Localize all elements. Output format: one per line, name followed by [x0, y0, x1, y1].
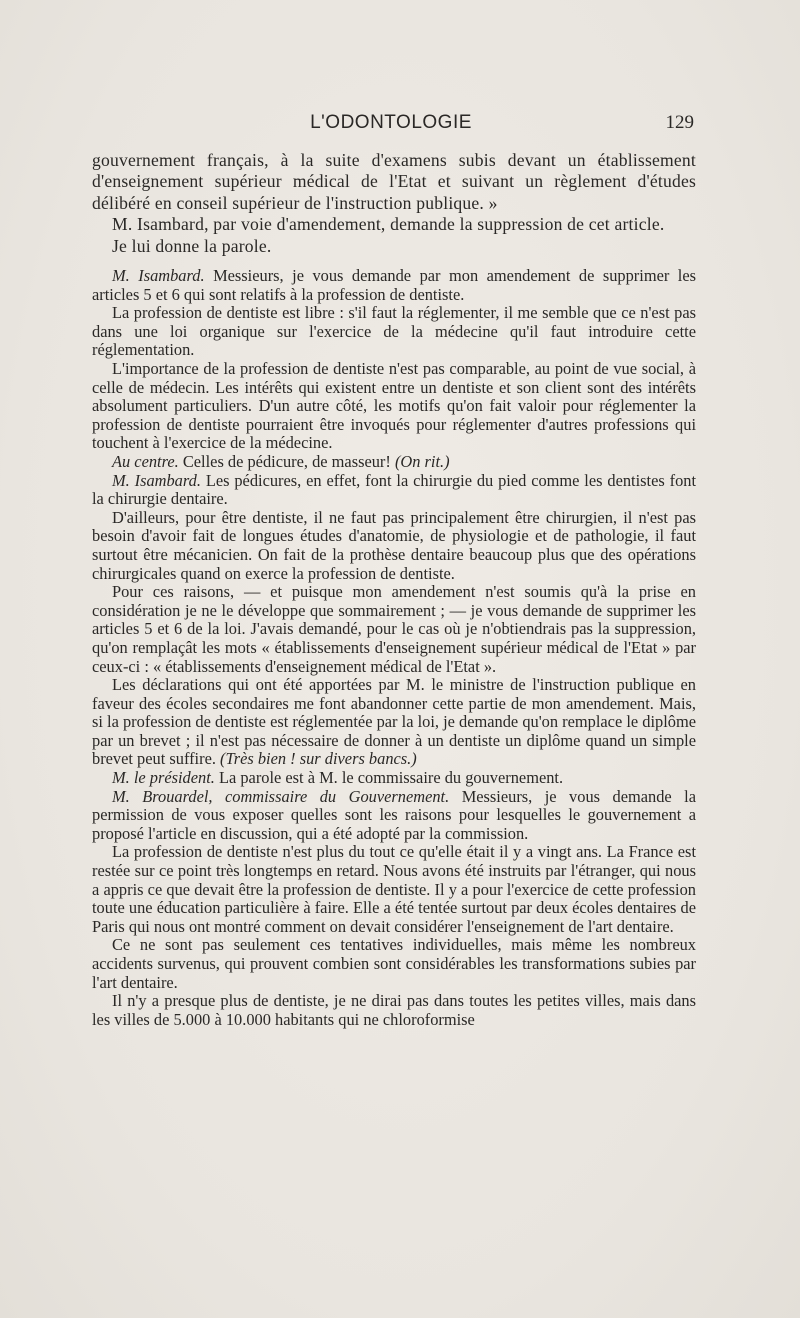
paragraph-15: [92, 936, 696, 992]
paragraph-5: [92, 304, 696, 360]
paragraph-14-text: La profession de dentiste n'est plus du tout ce qu'elle était il y a vingt ans. La France est restée sur ce point très longtemps en retard. Nous avons été instruits par l'étranger, qui nous a appris ce que devait être la profession de dentiste. Il y a pour l'exercice de cette profession toute une éducation particulière à faire. Elle a été tentée surtout par deux écoles dentaires de Paris qui nous ont montré comment on devait considérer l'enseignement de l'art dentaire.: [92, 842, 696, 936]
speaker-label: M. Isambard.: [112, 266, 205, 286]
paragraph-4-text: Messieurs, je vous demande par mon amendement de supprimer les articles 5 et 6 qui sont relatifs à la profession de dentiste.: [92, 266, 697, 304]
paragraph-10: [92, 583, 696, 676]
speaker-label: M. le président.: [112, 768, 215, 788]
paragraph-14: [92, 843, 696, 936]
paragraph-7-text: Celles de pédicure, de masseur!: [178, 451, 395, 471]
stage-direction: (On rit.): [394, 451, 450, 471]
paragraph-8-text: Les pédicures, en effet, font la chirurgie du pied comme les dentistes font la chirurgie dentaire.: [92, 470, 697, 509]
speaker-label: M. Brouardel, commissaire du Gouvernement.: [112, 786, 450, 806]
paragraph-15-text: Ce ne sont pas seulement ces tentatives individuelles, mais même les nombreux accidents survenus, qui prouvent combien sont considérables les transformations subies par l'art dentaire.: [92, 935, 696, 992]
paragraph-5-text: La profession de dentiste est libre : s'il faut la réglementer, il me semble que ce n'est pas dans une loi organique sur l'exercice de la médecine qu'il faut introduire cette réglementation.: [92, 303, 696, 360]
paragraph-1-text: gouvernement français, à la suite d'examens subis devant un établissement d'enseignement supérieur médical de l'Etat et suivant un règlement d'études délibéré en conseil supérieur de l'instruction publique. »: [92, 150, 696, 213]
paragraph-16-text: Il n'y a presque plus de dentiste, je ne dirai pas dans toutes les petites villes, mais dans les villes de 5.000 à 10.000 habitants qui ne chloroformise: [92, 991, 696, 1029]
paragraph-2-text: M. Isambard, par voie d'amendement, demande la suppression de cet article.: [112, 214, 665, 235]
speaker-label: Au centre.: [112, 451, 179, 471]
paragraph-6: [92, 360, 696, 453]
paragraph-9-text: D'ailleurs, pour être dentiste, il ne faut pas principalement être chirurgien, il n'est pas besoin d'avoir fait de longues études d'anatomie, de physiologie et de pathologie, il faut surtout être mécanicien. On fait de la prothèse dentaire beaucoup plus que des opérations chirurgicales quand on exerce la profession de dentiste.: [92, 507, 696, 583]
paragraph-11: [92, 676, 696, 769]
page-header: [88, 112, 694, 142]
paragraph-4: [92, 267, 696, 304]
paragraph-2: [92, 214, 696, 235]
body-text: [92, 150, 696, 1029]
paragraph-12-text: La parole est à M. le commissaire du gouvernement.: [214, 768, 564, 788]
speaker-label: M. Isambard.: [112, 470, 201, 490]
paragraph-11-text: Les déclarations qui ont été apportées par M. le ministre de l'instruction publique en faveur des écoles secondaires me font abandonner cette partie de mon amendement. Mais, si la profession de dentiste est réglementée par la loi, je demande qu'on remplace le diplôme par un brevet ; il n'est pas nécessaire de donner à un dentiste un diplôme quand un simple brevet peut suffire.: [92, 675, 696, 769]
paragraph-1: [92, 150, 696, 214]
page-number: 129: [665, 112, 694, 133]
paragraph-7: [92, 453, 696, 472]
paragraph-13-text: Messieurs, je vous demande la permission de vous exposer quelles sont les raisons pour lesquelles le gouvernement a proposé l'article en discussion, qui a été adopté par la commission.: [92, 786, 696, 843]
paragraph-3-text: Je lui donne la parole.: [112, 235, 272, 256]
running-title: L'ODONTOLOGIE: [310, 112, 472, 133]
paragraph-3: [92, 236, 696, 257]
paragraph-16: [92, 992, 696, 1029]
paragraph-12: [92, 769, 696, 788]
paragraph-6-text: L'importance de la profession de dentiste n'est pas comparable, au point de vue social, à celle de médecin. Les intérêts qui existent entre un dentiste et son client sont des intérêts absolument particuliers. D'un autre côté, les motifs qu'on fait valoir pour réglementer la profession de dentiste pourraient être invoqués pour réglementer d'autres professions qui touchent à l'exercice de la médecine.: [92, 359, 696, 453]
stage-direction: (Très bien ! sur divers bancs.): [220, 749, 417, 769]
paragraph-8: [92, 472, 696, 509]
paragraph-9: [92, 509, 696, 583]
paragraph-13: [92, 788, 696, 844]
paragraph-10-text: Pour ces raisons, — et puisque mon amendement n'est soumis qu'à la prise en considération je ne le développe que sommairement ; — je vous demande de supprimer les articles 5 et 6 de la loi. J'avais demandé, pour le cas où je n'obtiendrais pas la suppression, qu'on remplaçât les mots « établissements d'enseignement supérieur médical de l'Etat » par ceux-ci : « établissements d'enseignement médical de l'Etat ».: [92, 582, 696, 676]
